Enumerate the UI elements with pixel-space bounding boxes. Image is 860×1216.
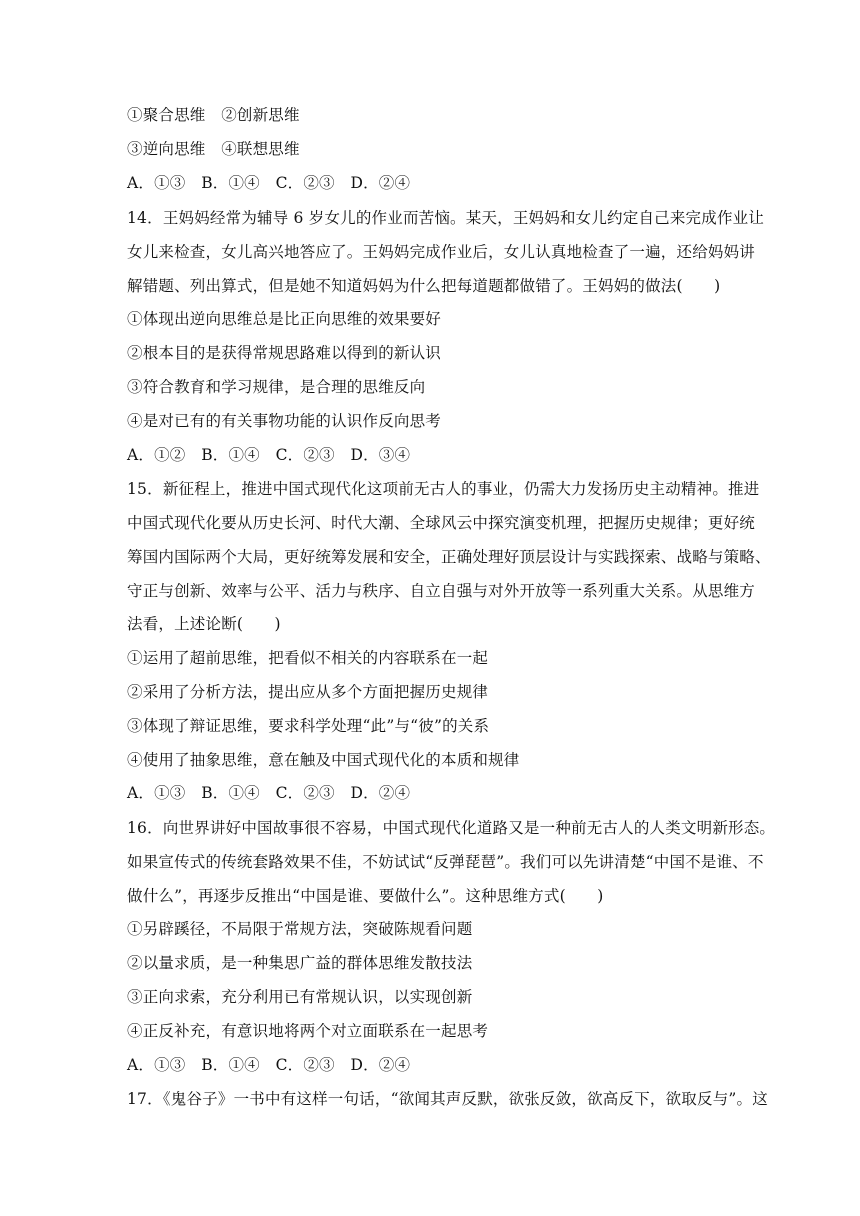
option-line: ②以量求质，是一种集思广益的群体思维发散技法 (127, 954, 473, 972)
option-line: ①聚合思维 ②创新思维 (127, 106, 300, 124)
question-15-text: 守正与创新、效率与公平、活力与秩序、自立自强与对外开放等一系列重大关系。从思维方 (127, 582, 756, 600)
question-15-text: 法看，上述论断( ) (127, 615, 281, 633)
answer-choices: A．①③ B．①④ C．②③ D．②④ (127, 784, 411, 802)
option-line: ①体现出逆向思维总是比正向思维的效果要好 (127, 310, 442, 328)
question-15-text: 筹国内国际两个大局，更好统筹发展和安全，正确处理好顶层设计与实践探索、战略与策略、 (127, 548, 771, 566)
option-line: ④使用了抽象思维，意在触及中国式现代化的本质和规律 (127, 751, 520, 769)
answer-choices: A．①③ B．①④ C．②③ D．②④ (127, 1056, 411, 1074)
option-line: ①另辟蹊径，不局限于常规方法，突破陈规看问题 (127, 920, 473, 938)
option-line: ③符合教育和学习规律，是合理的思维反向 (127, 378, 426, 396)
answer-choices: A．①③ B．①④ C．②③ D．②④ (127, 174, 411, 192)
option-line: ④是对已有的有关事物功能的认识作反向思考 (127, 412, 442, 430)
answer-choices: A．①② B．①④ C．②③ D．③④ (127, 446, 411, 464)
question-14-text: 女儿来检查，女儿高兴地答应了。王妈妈完成作业后，女儿认真地检查了一遍，还给妈妈讲 (127, 243, 756, 261)
question-14-text: 14．王妈妈经常为辅导 6 岁女儿的作业而苦恼。某天，王妈妈和女儿约定自己来完成作业让 (127, 209, 765, 227)
option-line: ④正反补充，有意识地将两个对立面联系在一起思考 (127, 1022, 489, 1040)
question-16-text: 如果宣传式的传统套路效果不佳，不妨试试“反弹琵琶”。我们可以先讲清楚“中国不是谁、不 (127, 853, 764, 871)
question-15-text: 中国式现代化要从历史长河、时代大潮、全球风云中探究演变机理，把握历史规律；更好统 (127, 514, 756, 532)
option-line: ②采用了分析方法，提出应从多个方面把握历史规律 (127, 683, 489, 701)
question-16-text: 做什么”，再逐步反推出“中国是谁、要做什么”。这种思维方式( ) (127, 887, 604, 905)
option-line: ②根本目的是获得常规思路难以得到的新认识 (127, 344, 442, 362)
question-15-text: 15．新征程上，推进中国式现代化这项前无古人的事业，仍需大力发扬历史主动精神。推进 (127, 480, 760, 498)
option-line: ③逆向思维 ④联想思维 (127, 140, 300, 158)
option-line: ③体现了辩证思维，要求科学处理“此”与“彼”的关系 (127, 717, 490, 735)
question-14-text: 解错题、列出算式，但是她不知道妈妈为什么把每道题都做错了。王妈妈的做法( ) (127, 277, 721, 295)
question-17-text: 17．《鬼谷子》一书中有这样一句话，“欲闻其声反默，欲张反敛，欲高反下，欲取反与”。这 (127, 1090, 768, 1108)
option-line: ③正向求索，充分利用已有常规认识，以实现创新 (127, 988, 473, 1006)
question-16-text: 16．向世界讲好中国故事很不容易，中国式现代化道路又是一种前无古人的人类文明新形态。 (127, 819, 776, 837)
option-line: ①运用了超前思维，把看似不相关的内容联系在一起 (127, 649, 489, 667)
